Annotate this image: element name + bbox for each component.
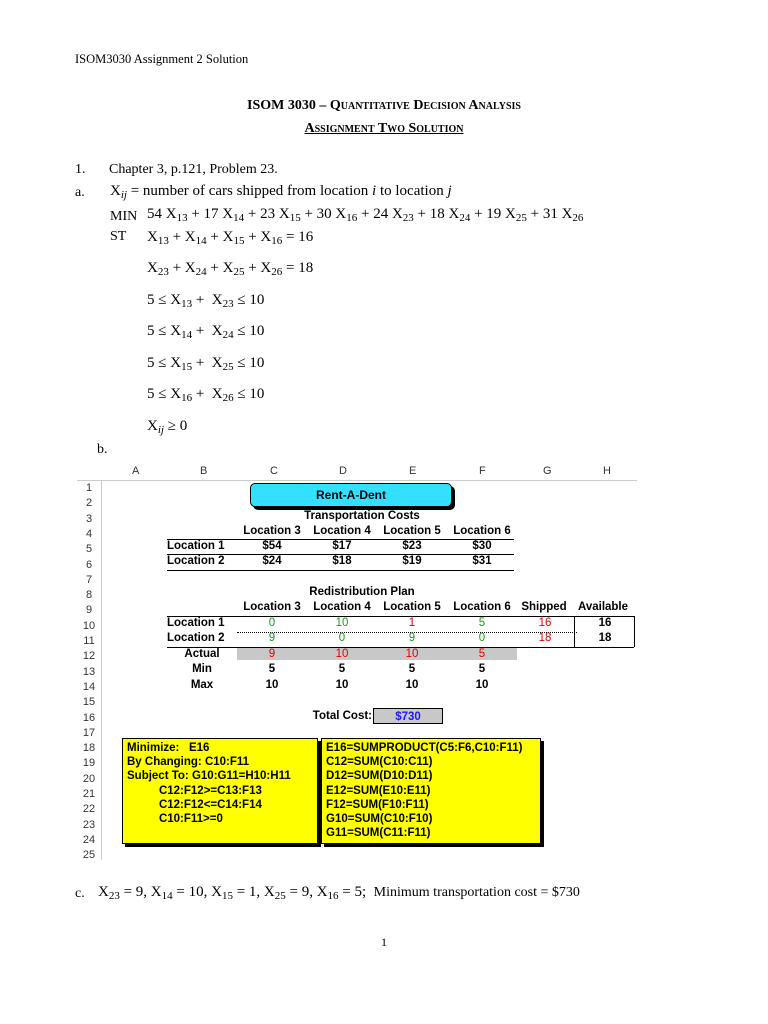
min-label: MIN [110,209,138,224]
objective-term: + 23 X [244,206,290,222]
plan-row-label: Location 2 [167,632,225,644]
cost-cell: $30 [472,540,492,552]
row-header-3: 3 [85,512,93,525]
plan-cell: 0 [268,617,276,629]
min-row-cell: 5 [268,663,276,675]
formula-line: E12=SUM(E10:E11) [326,784,431,797]
part-a-label: a. [75,185,85,200]
objective-term: + 31 X [526,206,573,222]
plan-cell: 9 [268,632,276,644]
min-row-label: Min [192,663,212,675]
question-text: Chapter 3, p.121, Problem 23. [109,162,278,177]
available-cell: 18 [598,632,612,644]
formula-line: G10=SUM(C10:F10) [326,813,433,826]
constraint-6: $5 \le X_{16} + X_{26} \le 10$ [147,386,265,404]
title-prefix: ISOM 3030 – [247,98,330,113]
constraint-5: $5 \le X_{15} + X_{25} \le 10$ [147,355,265,373]
formula-box [321,738,541,844]
rent-a-dent-title: Rent-A-Dent [250,483,452,507]
min-row-cell: 5 [338,663,346,675]
objective-term-sub: 24 [459,212,471,224]
column-header-D: D [339,465,347,477]
objective-term: + 30 X [300,206,347,222]
def-j: j [447,183,452,199]
def-i: i [372,183,377,199]
cost-cell: $23 [402,540,422,552]
objective-term: + 24 X [357,206,403,222]
column-header-H: H [603,465,611,477]
objective-term-sub: 16 [346,212,358,224]
row-header-11: 11 [83,635,95,647]
solver-settings-box [122,738,318,844]
min-row-cell: 5 [478,663,486,675]
cost-header-location: Location 5 [383,525,441,537]
plan-cell: 0 [338,632,346,644]
plan-header-location: Location 5 [383,601,441,613]
row-header-18: 18 [82,742,96,755]
row-header-17: 17 [82,726,96,739]
row-header-1: 1 [85,482,93,494]
objective-term: + 17 X [187,206,234,222]
cost-header-location: Location 3 [243,525,301,537]
objective-term: + 18 X [413,206,460,222]
costs-title: Transportation Costs [304,510,420,522]
objective-term: 54 X [147,206,177,222]
def-text-1: = number of cars shipped from location [126,183,373,199]
row-header-5: 5 [85,543,93,556]
row-header-7: 7 [85,573,93,586]
max-row-cell: 10 [335,679,349,691]
row-header-8: 8 [85,589,93,602]
page-number: 1 [381,935,387,949]
solver-line: C10:F11>=0 [127,813,223,826]
total-cost-value: $730 [373,708,443,724]
spreadsheet [77,463,637,862]
row-header-16: 16 [82,711,96,724]
objective-term-sub: 23 [402,212,414,224]
max-row-cell: 10 [405,679,419,691]
plan-header-location: Location 3 [243,601,301,613]
plan-cell: 9 [408,632,416,644]
document-subtitle: Assignment Two Solution [304,121,464,136]
objective-term: + 19 X [470,206,516,222]
plan-cell: 1 [408,617,416,629]
solver-line: C12:F12<=C14:F14 [127,798,262,811]
st-label: ST [110,229,127,244]
shipped-cell: 16 [538,617,552,629]
row-header-12: 12 [82,650,96,663]
actual-row-cell: 10 [377,648,447,660]
question-number: 1. [75,162,86,177]
cost-row-label: Location 2 [167,555,225,567]
formula-line: F12=SUM(F10:F11) [326,798,429,811]
max-row-cell: 10 [265,679,279,691]
row-header-21: 21 [82,788,96,800]
max-row-label: Max [190,679,214,691]
constraint-7: $X_{ij} \ge 0$ [147,418,188,436]
variable-definition [110,183,452,200]
formula-line: D12=SUM(D10:D11) [326,770,433,783]
cost-header-location: Location 4 [313,525,371,537]
plan-title: Redistribution Plan [309,586,415,598]
plan-row-label: Location 1 [167,617,225,629]
objective-function [147,206,583,223]
solver-line: By Changing: C10:F11 [127,756,250,769]
cost-cell: $31 [472,555,492,567]
plan-header-location: Location 6 [453,601,511,613]
shipped-cell: 18 [538,632,552,644]
plan-header-location: Location 4 [313,601,371,613]
row-header-19: 19 [82,757,96,770]
part-c-label: c. [75,886,85,901]
column-header-A: A [132,465,140,477]
cost-cell: $24 [262,555,282,567]
formula-line: E16=SUMPRODUCT(C5:F6,C10:F11) [326,742,523,754]
running-header: ISOM3030 Assignment 2 Solution [75,52,249,66]
column-headers [77,463,637,481]
available-cell: 16 [598,617,612,629]
cost-cell: $54 [262,540,282,552]
actual-label: Actual [184,648,220,660]
plan-cell: 0 [478,632,486,644]
document-title [0,98,768,114]
cost-row-label: Location 1 [167,540,225,552]
solver-line: Subject To: G10:G11=H10:H11 [127,770,291,783]
objective-term-sub: 15 [289,212,301,224]
objective-term-sub: 26 [572,212,584,224]
shipped-header: Shipped [521,601,567,613]
row-header-2: 2 [85,497,93,510]
row-header-24: 24 [82,833,96,846]
def-sub: ij [120,189,127,201]
row-header-13: 13 [82,665,96,678]
column-header-C: C [270,465,278,477]
constraint-1: $X_{13} + X_{14} + X_{15} + X_{16} = 16$ [147,229,314,247]
actual-row-cell: 9 [237,648,307,660]
column-header-E: E [409,465,417,477]
plan-cell: 10 [335,617,349,629]
formula-line: C12=SUM(C10:C11) [326,756,433,769]
row-header-9: 9 [85,604,93,617]
def-var: X [110,183,121,199]
column-header-B: B [200,465,208,477]
row-header-10: 10 [82,619,96,632]
row-header-6: 6 [85,558,93,571]
formula-line: G11=SUM(C11:F11) [326,827,431,840]
part-c-answer: $X_{23} = 9$, $X_{14} = 10$, $X_{15} = 1$, $X_{25} = 9$, $X_{16} = 5$; Minimum transportation cost = $730 [98,884,580,902]
row-header-20: 20 [82,772,96,785]
cost-cell: $19 [402,555,422,567]
constraint-4: $5 \le X_{14} + X_{24} \le 10$ [147,323,265,341]
row-header-4: 4 [85,527,93,540]
min-row-cell: 5 [408,663,416,675]
total-cost-label: Total Cost: [312,710,372,722]
cost-header-location: Location 6 [453,525,511,537]
row-header-25: 25 [82,849,96,862]
cost-cell: $17 [332,540,352,552]
objective-term-sub: 13 [176,212,188,224]
row-header-22: 22 [82,803,96,816]
plan-cell: 5 [478,617,486,629]
row-header-15: 15 [82,696,96,709]
actual-row-cell: 10 [307,648,377,660]
objective-term-sub: 25 [515,212,527,224]
row-header-23: 23 [82,818,96,831]
solver-line: C12:F12>=C13:F13 [127,784,262,797]
column-header-F: F [479,465,486,477]
constraint-2: $X_{23} + X_{24} + X_{25} + X_{26} = 18$ [147,260,314,278]
available-header: Available [577,601,629,613]
actual-row-cell: 5 [447,648,517,660]
objective-term-sub: 14 [233,212,245,224]
column-header-G: G [543,465,552,477]
cost-cell: $18 [332,555,352,567]
solver-line: Minimize: E16 [127,742,210,754]
def-text-2: to location [376,183,448,199]
max-row-cell: 10 [475,679,489,691]
title-course-name: Quantitative Decision Analysis [329,98,521,113]
constraint-3: $5 \le X_{13} + X_{23} \le 10$ [147,292,265,310]
row-header-14: 14 [82,680,96,693]
part-b-label: b. [97,442,108,457]
